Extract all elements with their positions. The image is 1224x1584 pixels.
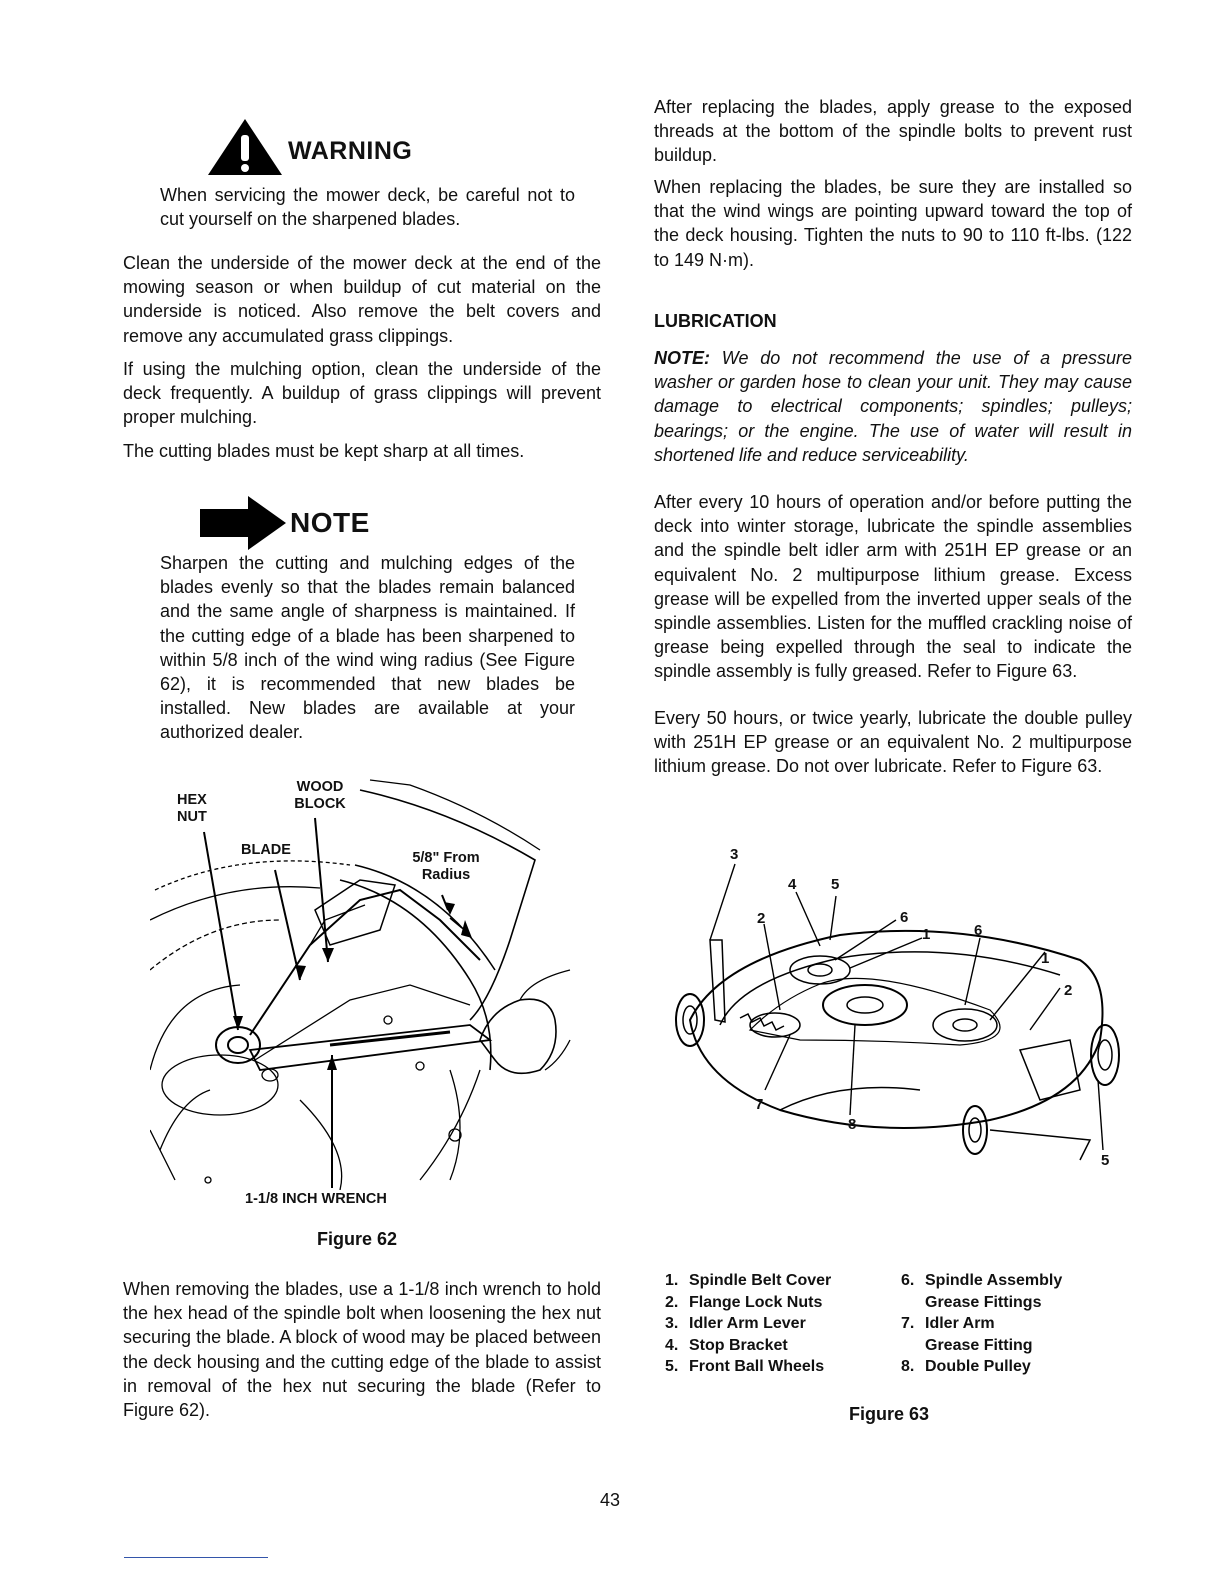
note-arrow-icon xyxy=(200,496,286,550)
blade-label: BLADE xyxy=(241,842,291,858)
lubrication-heading: LUBRICATION xyxy=(654,311,777,331)
legend-item: 3. Idler Arm Lever xyxy=(665,1315,806,1332)
fig63-callout-8: 8 xyxy=(848,1116,857,1133)
hex-nut-label: HEX NUT xyxy=(177,792,207,825)
clean-paragraph: Clean the underside of the mower deck at the end of the mowing season or when buildup of cut material on the underside is noticed. Also remove the belt covers and remove any accumulated grass clippings. xyxy=(123,253,601,346)
warning-heading xyxy=(206,117,412,177)
lubrication-para2: Every 50 hours, or twice yearly, lubricate the double pulley with 251H EP grease or an equivalent No. 2 multipurpose lithium grease. Do not over lubricate. Refer to Figure 63. xyxy=(654,708,1132,777)
wind-wings-paragraph: When replacing the blades, be sure they are installed so that the wind wings are pointing upward toward the top of the deck housing. Tighten the nuts to 90 to 110 ft-lbs. (122 to 149 N·m). xyxy=(654,177,1132,270)
legend-item: 7. Idler Arm xyxy=(901,1315,995,1332)
fig63-callout-5b: 5 xyxy=(1101,1152,1110,1169)
figure63-illustration xyxy=(660,840,1130,1170)
figure63-caption: Figure 63 xyxy=(849,1404,930,1424)
fig63-callout-3: 3 xyxy=(730,846,739,863)
removing-paragraph: When removing the blades, use a 1-1/8 inch wrench to hold the hex head of the spindle bolt when loosening the hex nut securing the blade. A block of wood may be placed between the deck housing and the cutting edge of the blade to assist in removal of the hex nut securing the blade (Refer to Figure 62). xyxy=(123,1279,601,1421)
note-heading xyxy=(200,496,370,550)
lubrication-note xyxy=(654,346,1132,467)
sharp-paragraph: The cutting blades must be kept sharp at all times. xyxy=(123,441,525,461)
note-text: Sharpen the cutting and mulching edges of the blades evenly so that the blades remain balanced and the same angle of sharpness is maintained. If the cutting edge of a blade has been sharpened to within 5/8 inch of the wind wing radius (See Figure 62), it is recommended that new blades be installed. New blades are available at your authorized dealer. xyxy=(160,553,575,743)
legend-item: 8. Double Pulley xyxy=(901,1358,1031,1375)
note-body: We do not recommend the use of a pressure washer or garden hose to clean your unit. They may cause damage to electrical components; spindles; pulleys; bearings; or the engine. The use of water will result in shortened life and reduce serviceability. xyxy=(654,348,1132,465)
legend-item: 6. Spindle Assembly xyxy=(901,1272,1063,1289)
footer-rule xyxy=(124,1557,268,1558)
fig63-callout-6b: 6 xyxy=(974,922,983,939)
page-number: 43 xyxy=(600,1490,621,1510)
fig63-callout-1a: 1 xyxy=(922,926,931,943)
mulching-paragraph: If using the mulching option, clean the underside of the deck frequently. A buildup of grass clippings will prevent proper mulching. xyxy=(123,359,601,428)
warning-title: WARNING xyxy=(288,136,413,165)
warning-text: When servicing the mower deck, be careful not to cut yourself on the sharpened blades. xyxy=(160,185,575,230)
wood-block-label: WOOD BLOCK xyxy=(294,779,346,812)
note-label: NOTE: xyxy=(654,348,710,368)
legend-item: 4. Stop Bracket xyxy=(665,1336,788,1354)
figure62-caption: Figure 62 xyxy=(317,1229,398,1249)
legend-item: 2. Flange Lock Nuts xyxy=(665,1293,823,1311)
grease-threads-paragraph: After replacing the blades, apply grease to the exposed threads at the bottom of the spindle bolts to prevent rust buildup. xyxy=(654,97,1132,166)
legend-item: 5. Front Ball Wheels xyxy=(665,1358,825,1375)
fig63-callout-2a: 2 xyxy=(757,910,766,927)
wrench-label: 1-1/8 INCH WRENCH xyxy=(245,1191,387,1207)
figure62-illustration xyxy=(150,770,590,1190)
legend-item: Grease Fitting xyxy=(925,1336,1033,1354)
fig63-callout-7: 7 xyxy=(755,1096,764,1113)
figure63-legend-left xyxy=(665,1270,895,1378)
fig63-callout-2b: 2 xyxy=(1064,982,1073,999)
legend-item: Grease Fittings xyxy=(925,1293,1042,1311)
figure63-legend-right xyxy=(901,1270,1121,1378)
note-title: NOTE xyxy=(290,507,370,538)
fig63-callout-4: 4 xyxy=(788,876,797,893)
fig63-callout-1b: 1 xyxy=(1041,950,1050,967)
warning-triangle-icon xyxy=(206,117,284,177)
legend-item: 1. Spindle Belt Cover xyxy=(665,1272,832,1289)
from-radius-label: 5/8" From Radius xyxy=(412,850,480,883)
fig63-callout-6a: 6 xyxy=(900,909,909,926)
lubrication-para1: After every 10 hours of operation and/or before putting the deck into winter storage, lubricate the spindle assemblies and the spindle belt idler arm with 251H EP grease or an equivalent No. 2 multipurpose lithium grease. Excess grease will be expelled from the inverted upper seals of the spindle assemblies. Listen for the muffled crackling noise of grease being expelled through the seal to indicate the spindle assembly is fully greased. Refer to Figure 63. xyxy=(654,492,1132,682)
fig63-callout-5a: 5 xyxy=(831,876,840,893)
